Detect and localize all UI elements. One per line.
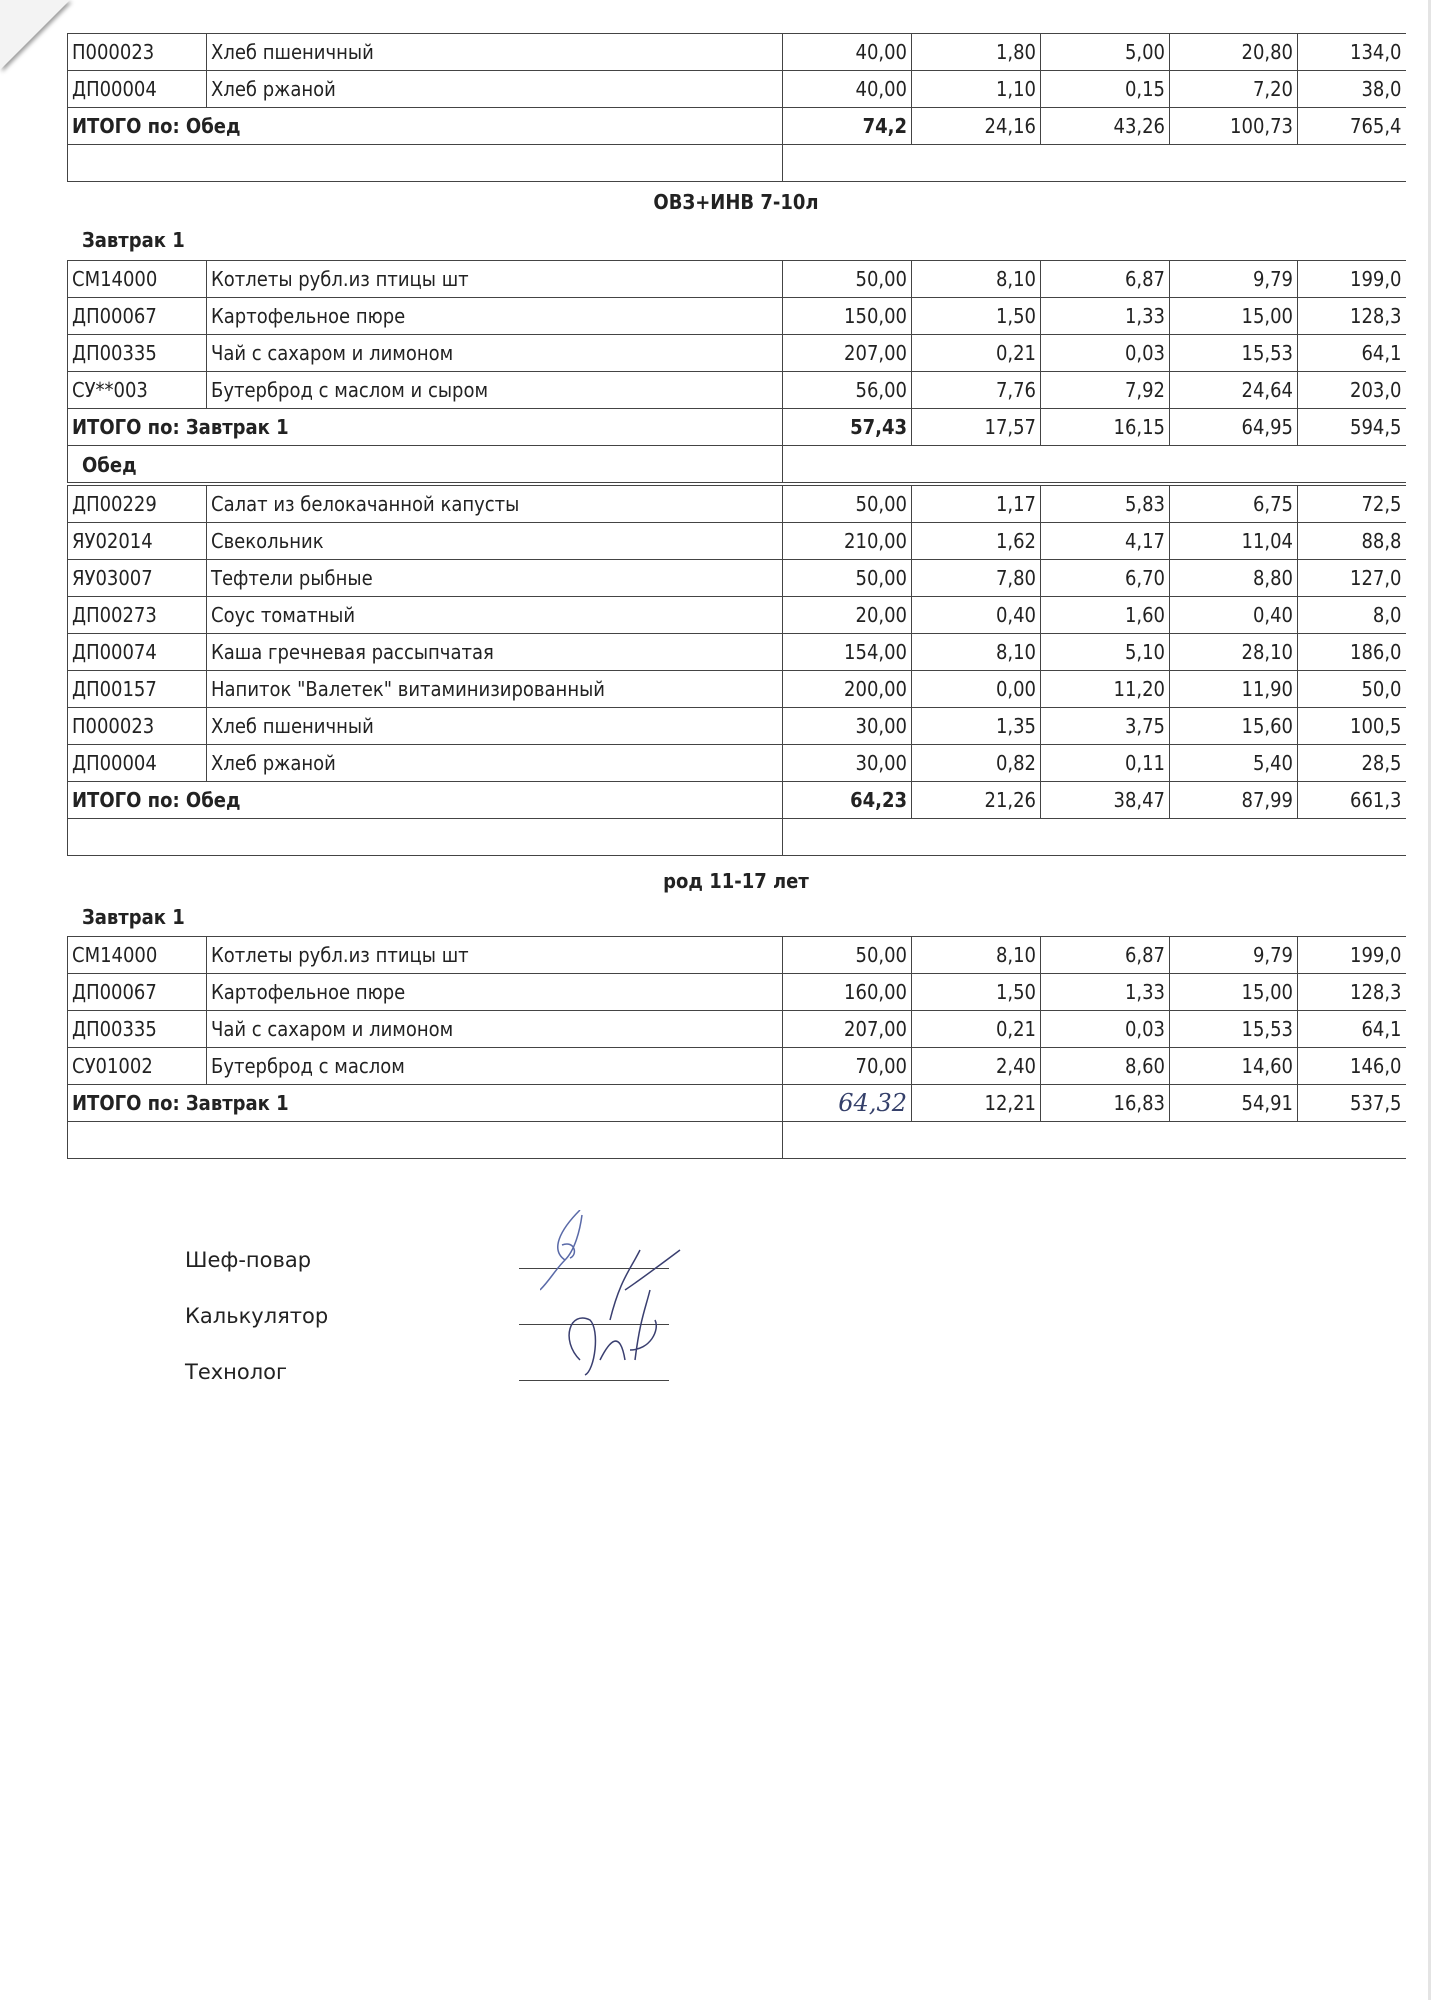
kcal: 186,0 bbox=[1298, 634, 1406, 671]
menu-table-breakfast-7-10 bbox=[67, 260, 1406, 483]
fat: 0,03 bbox=[1041, 335, 1170, 372]
blank-cell bbox=[783, 446, 1406, 483]
total-protein: 24,16 bbox=[912, 108, 1041, 145]
carbs: 7,20 bbox=[1170, 71, 1298, 108]
table-row bbox=[68, 486, 1406, 523]
fat: 3,75 bbox=[1041, 708, 1170, 745]
carbs: 11,90 bbox=[1170, 671, 1298, 708]
item-name: Котлеты рубл.из птицы шт bbox=[207, 937, 783, 974]
item-name: Хлеб ржаной bbox=[207, 71, 783, 108]
table-row bbox=[68, 298, 1406, 335]
blank-row bbox=[68, 446, 1406, 483]
fat: 5,83 bbox=[1041, 486, 1170, 523]
item-code: ДП00067 bbox=[68, 974, 207, 1011]
total-row bbox=[68, 108, 1406, 145]
total-carbs: 64,95 bbox=[1170, 409, 1298, 446]
protein: 0,21 bbox=[912, 335, 1041, 372]
protein: 1,17 bbox=[912, 486, 1041, 523]
protein: 8,10 bbox=[912, 634, 1041, 671]
item-name: Соус томатный bbox=[207, 597, 783, 634]
portion-weight: 160,00 bbox=[783, 974, 912, 1011]
table-row bbox=[68, 634, 1406, 671]
protein: 8,10 bbox=[912, 261, 1041, 298]
section-breakfast: Завтрак 1 bbox=[82, 228, 185, 252]
item-name: Свекольник bbox=[207, 523, 783, 560]
blank-cell bbox=[783, 145, 1406, 182]
protein: 7,76 bbox=[912, 372, 1041, 409]
table-row bbox=[68, 71, 1406, 108]
kcal: 199,0 bbox=[1298, 937, 1406, 974]
carbs: 0,40 bbox=[1170, 597, 1298, 634]
carbs: 15,00 bbox=[1170, 974, 1298, 1011]
fat: 6,87 bbox=[1041, 261, 1170, 298]
carbs: 15,60 bbox=[1170, 708, 1298, 745]
carbs: 24,64 bbox=[1170, 372, 1298, 409]
total-fat: 43,26 bbox=[1041, 108, 1170, 145]
table-row bbox=[68, 523, 1406, 560]
portion-weight: 150,00 bbox=[783, 298, 912, 335]
table-row bbox=[68, 937, 1406, 974]
table-row bbox=[68, 708, 1406, 745]
total-label: ИТОГО по: Обед bbox=[68, 782, 783, 819]
portion-weight: 154,00 bbox=[783, 634, 912, 671]
carbs: 15,53 bbox=[1170, 335, 1298, 372]
item-code: ДП00335 bbox=[68, 1011, 207, 1048]
fat: 5,00 bbox=[1041, 34, 1170, 71]
carbs: 8,80 bbox=[1170, 560, 1298, 597]
section-breakfast-11-17: Завтрак 1 bbox=[82, 905, 185, 929]
total-protein: 21,26 bbox=[912, 782, 1041, 819]
blank-row bbox=[68, 145, 1406, 182]
portion-weight: 50,00 bbox=[783, 937, 912, 974]
fat: 0,11 bbox=[1041, 745, 1170, 782]
item-name: Бутерброд с маслом bbox=[207, 1048, 783, 1085]
table-row bbox=[68, 745, 1406, 782]
item-code: ДП00004 bbox=[68, 71, 207, 108]
item-name: Хлеб пшеничный bbox=[207, 34, 783, 71]
item-code: ДП00229 bbox=[68, 486, 207, 523]
item-code: ДП00004 bbox=[68, 745, 207, 782]
total-weight: 57,43 bbox=[783, 409, 912, 446]
fat: 1,33 bbox=[1041, 298, 1170, 335]
carbs: 14,60 bbox=[1170, 1048, 1298, 1085]
total-kcal: 537,5 bbox=[1298, 1085, 1406, 1122]
carbs: 9,79 bbox=[1170, 261, 1298, 298]
item-name: Бутерброд с маслом и сыром bbox=[207, 372, 783, 409]
item-name: Картофельное пюре bbox=[207, 974, 783, 1011]
carbs: 9,79 bbox=[1170, 937, 1298, 974]
portion-weight: 50,00 bbox=[783, 560, 912, 597]
blank-cell bbox=[68, 819, 783, 856]
total-carbs: 54,91 bbox=[1170, 1085, 1298, 1122]
item-name: Салат из белокачанной капусты bbox=[207, 486, 783, 523]
portion-weight: 40,00 bbox=[783, 34, 912, 71]
total-weight: 64,23 bbox=[783, 782, 912, 819]
table-row bbox=[68, 372, 1406, 409]
kcal: 100,5 bbox=[1298, 708, 1406, 745]
total-label: ИТОГО по: Обед bbox=[68, 108, 783, 145]
total-kcal: 765,4 bbox=[1298, 108, 1406, 145]
item-code: ДП00074 bbox=[68, 634, 207, 671]
portion-weight: 200,00 bbox=[783, 671, 912, 708]
item-name: Каша гречневая рассыпчатая bbox=[207, 634, 783, 671]
fat: 1,33 bbox=[1041, 974, 1170, 1011]
carbs: 5,40 bbox=[1170, 745, 1298, 782]
item-code: ДП00273 bbox=[68, 597, 207, 634]
kcal: 199,0 bbox=[1298, 261, 1406, 298]
total-carbs: 100,73 bbox=[1170, 108, 1298, 145]
item-code: П000023 bbox=[68, 708, 207, 745]
fat: 1,60 bbox=[1041, 597, 1170, 634]
table-row bbox=[68, 335, 1406, 372]
fat: 0,03 bbox=[1041, 1011, 1170, 1048]
total-label: ИТОГО по: Завтрак 1 bbox=[68, 1085, 783, 1122]
blank-row bbox=[68, 819, 1406, 856]
total-label: ИТОГО по: Завтрак 1 bbox=[68, 409, 783, 446]
fat: 6,87 bbox=[1041, 937, 1170, 974]
protein: 0,21 bbox=[912, 1011, 1041, 1048]
item-code: СУ01002 bbox=[68, 1048, 207, 1085]
protein: 1,35 bbox=[912, 708, 1041, 745]
protein: 0,40 bbox=[912, 597, 1041, 634]
menu-table-breakfast-11-17 bbox=[67, 936, 1406, 1159]
kcal: 88,8 bbox=[1298, 523, 1406, 560]
item-code: ЯУ02014 bbox=[68, 523, 207, 560]
protein: 1,50 bbox=[912, 298, 1041, 335]
section-lunch: Обед bbox=[82, 453, 137, 477]
item-name: Котлеты рубл.из птицы шт bbox=[207, 261, 783, 298]
group-heading-ovz-inv: ОВЗ+ИНВ 7-10л bbox=[653, 190, 819, 214]
fat: 7,92 bbox=[1041, 372, 1170, 409]
kcal: 128,3 bbox=[1298, 974, 1406, 1011]
folded-corner bbox=[0, 0, 70, 70]
signature-label-calculator: Калькулятор bbox=[185, 1304, 329, 1328]
protein: 1,80 bbox=[912, 34, 1041, 71]
portion-weight: 207,00 bbox=[783, 1011, 912, 1048]
portion-weight: 210,00 bbox=[783, 523, 912, 560]
kcal: 64,1 bbox=[1298, 335, 1406, 372]
portion-weight: 207,00 bbox=[783, 335, 912, 372]
handwritten-signatures bbox=[540, 1210, 700, 1390]
portion-weight: 50,00 bbox=[783, 486, 912, 523]
blank-cell bbox=[68, 446, 783, 483]
kcal: 127,0 bbox=[1298, 560, 1406, 597]
kcal: 28,5 bbox=[1298, 745, 1406, 782]
fat: 4,17 bbox=[1041, 523, 1170, 560]
page-edge-shadow bbox=[1428, 0, 1431, 2000]
total-kcal: 661,3 bbox=[1298, 782, 1406, 819]
portion-weight: 56,00 bbox=[783, 372, 912, 409]
total-fat: 16,83 bbox=[1041, 1085, 1170, 1122]
item-code: ДП00335 bbox=[68, 335, 207, 372]
menu-table-lunch-top bbox=[67, 33, 1406, 182]
kcal: 134,0 bbox=[1298, 34, 1406, 71]
kcal: 146,0 bbox=[1298, 1048, 1406, 1085]
table-row bbox=[68, 560, 1406, 597]
group-heading-11-17: род 11-17 лет bbox=[663, 869, 809, 893]
protein: 7,80 bbox=[912, 560, 1041, 597]
total-row bbox=[68, 782, 1406, 819]
fat: 5,10 bbox=[1041, 634, 1170, 671]
carbs: 11,04 bbox=[1170, 523, 1298, 560]
protein: 1,50 bbox=[912, 974, 1041, 1011]
total-weight: 74,2 bbox=[783, 108, 912, 145]
fat: 0,15 bbox=[1041, 71, 1170, 108]
fat: 8,60 bbox=[1041, 1048, 1170, 1085]
blank-cell bbox=[783, 1122, 1406, 1159]
total-protein: 17,57 bbox=[912, 409, 1041, 446]
kcal: 38,0 bbox=[1298, 71, 1406, 108]
carbs: 6,75 bbox=[1170, 486, 1298, 523]
carbs: 15,00 bbox=[1170, 298, 1298, 335]
item-name: Чай с сахаром и лимоном bbox=[207, 335, 783, 372]
portion-weight: 30,00 bbox=[783, 708, 912, 745]
protein: 0,82 bbox=[912, 745, 1041, 782]
blank-cell bbox=[783, 819, 1406, 856]
portion-weight: 20,00 bbox=[783, 597, 912, 634]
protein: 2,40 bbox=[912, 1048, 1041, 1085]
menu-table-lunch-7-10 bbox=[67, 485, 1406, 856]
kcal: 203,0 bbox=[1298, 372, 1406, 409]
table-row bbox=[68, 671, 1406, 708]
kcal: 8,0 bbox=[1298, 597, 1406, 634]
item-name: Тефтели рыбные bbox=[207, 560, 783, 597]
carbs: 15,53 bbox=[1170, 1011, 1298, 1048]
item-code: ДП00067 bbox=[68, 298, 207, 335]
item-name: Чай с сахаром и лимоном bbox=[207, 1011, 783, 1048]
blank-cell bbox=[68, 1122, 783, 1159]
item-name: Хлеб ржаной bbox=[207, 745, 783, 782]
portion-weight: 70,00 bbox=[783, 1048, 912, 1085]
total-weight: 64,32 bbox=[783, 1085, 912, 1122]
item-code: ДП00157 bbox=[68, 671, 207, 708]
protein: 0,00 bbox=[912, 671, 1041, 708]
total-fat: 38,47 bbox=[1041, 782, 1170, 819]
item-code: ЯУ03007 bbox=[68, 560, 207, 597]
fat: 6,70 bbox=[1041, 560, 1170, 597]
portion-weight: 30,00 bbox=[783, 745, 912, 782]
item-code: СМ14000 bbox=[68, 937, 207, 974]
item-name: Напиток "Валетек" витаминизированный bbox=[207, 671, 783, 708]
item-name: Картофельное пюре bbox=[207, 298, 783, 335]
portion-weight: 50,00 bbox=[783, 261, 912, 298]
item-name: Хлеб пшеничный bbox=[207, 708, 783, 745]
blank-row bbox=[68, 1122, 1406, 1159]
carbs: 28,10 bbox=[1170, 634, 1298, 671]
total-row bbox=[68, 409, 1406, 446]
protein: 1,62 bbox=[912, 523, 1041, 560]
total-row bbox=[68, 1085, 1406, 1122]
total-kcal: 594,5 bbox=[1298, 409, 1406, 446]
table-row bbox=[68, 261, 1406, 298]
item-code: СМ14000 bbox=[68, 261, 207, 298]
protein: 8,10 bbox=[912, 937, 1041, 974]
kcal: 128,3 bbox=[1298, 298, 1406, 335]
kcal: 64,1 bbox=[1298, 1011, 1406, 1048]
total-protein: 12,21 bbox=[912, 1085, 1041, 1122]
table-row bbox=[68, 1011, 1406, 1048]
total-carbs: 87,99 bbox=[1170, 782, 1298, 819]
fat: 11,20 bbox=[1041, 671, 1170, 708]
item-code: П000023 bbox=[68, 34, 207, 71]
table-row bbox=[68, 974, 1406, 1011]
signature-label-technologist: Технолог bbox=[185, 1360, 288, 1384]
item-code: СУ**003 bbox=[68, 372, 207, 409]
portion-weight: 40,00 bbox=[783, 71, 912, 108]
signature-label-chef: Шеф-повар bbox=[185, 1248, 312, 1272]
total-fat: 16,15 bbox=[1041, 409, 1170, 446]
kcal: 50,0 bbox=[1298, 671, 1406, 708]
table-row bbox=[68, 1048, 1406, 1085]
blank-cell bbox=[68, 145, 783, 182]
kcal: 72,5 bbox=[1298, 486, 1406, 523]
carbs: 20,80 bbox=[1170, 34, 1298, 71]
table-row bbox=[68, 597, 1406, 634]
protein: 1,10 bbox=[912, 71, 1041, 108]
table-row bbox=[68, 34, 1406, 71]
